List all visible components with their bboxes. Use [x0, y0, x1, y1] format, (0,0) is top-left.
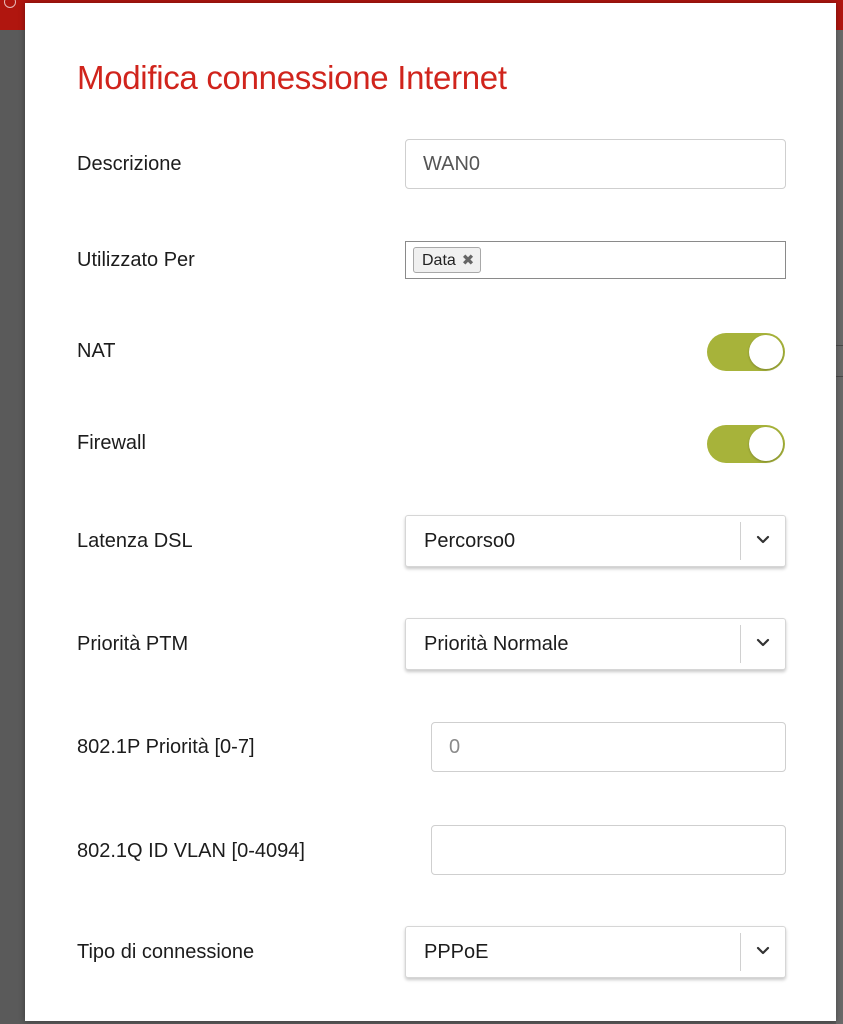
select-value: Percorso0 [424, 530, 516, 552]
priorita-ptm-select[interactable] [405, 618, 786, 670]
vlan-8021q-input[interactable] [431, 825, 786, 875]
utilizzato-per-tag-input[interactable] [405, 241, 786, 279]
nat-toggle[interactable] [707, 333, 785, 371]
utilizzato-per-label: Utilizzato Per [77, 249, 195, 271]
toggle-knob [749, 427, 783, 461]
nat-label: NAT [77, 340, 116, 362]
priorita-8021p-input[interactable] [431, 722, 786, 772]
latenza-dsl-label: Latenza DSL [77, 530, 193, 552]
header-icon [4, 0, 16, 8]
chevron-down-icon [753, 632, 773, 652]
latenza-dsl-select[interactable] [405, 515, 786, 567]
background-page-edge [836, 30, 843, 1024]
edit-internet-connection-dialog [25, 3, 836, 1021]
descrizione-input[interactable] [405, 139, 786, 189]
firewall-label: Firewall [77, 432, 146, 454]
tag-data [413, 247, 481, 273]
firewall-toggle[interactable] [707, 425, 785, 463]
descrizione-label: Descrizione [77, 153, 182, 175]
dialog-title: Modifica connessione Internet [77, 59, 507, 96]
priorita-8021p-label: 802.1P Priorità [0-7] [77, 736, 255, 758]
chevron-down-icon [753, 940, 773, 960]
select-value: Priorità Normale [424, 633, 569, 655]
toggle-knob [749, 335, 783, 369]
tipo-connessione-label: Tipo di connessione [77, 941, 255, 963]
close-icon[interactable]: ✖ [461, 252, 475, 269]
select-value: PPPoE [424, 941, 489, 963]
chevron-down-icon [753, 529, 773, 549]
vlan-8021q-label: 802.1Q ID VLAN [0-4094] [77, 840, 305, 862]
priorita-ptm-label: Priorità PTM [77, 633, 189, 655]
tipo-connessione-select[interactable] [405, 926, 786, 978]
tag-label: Data [422, 252, 456, 269]
